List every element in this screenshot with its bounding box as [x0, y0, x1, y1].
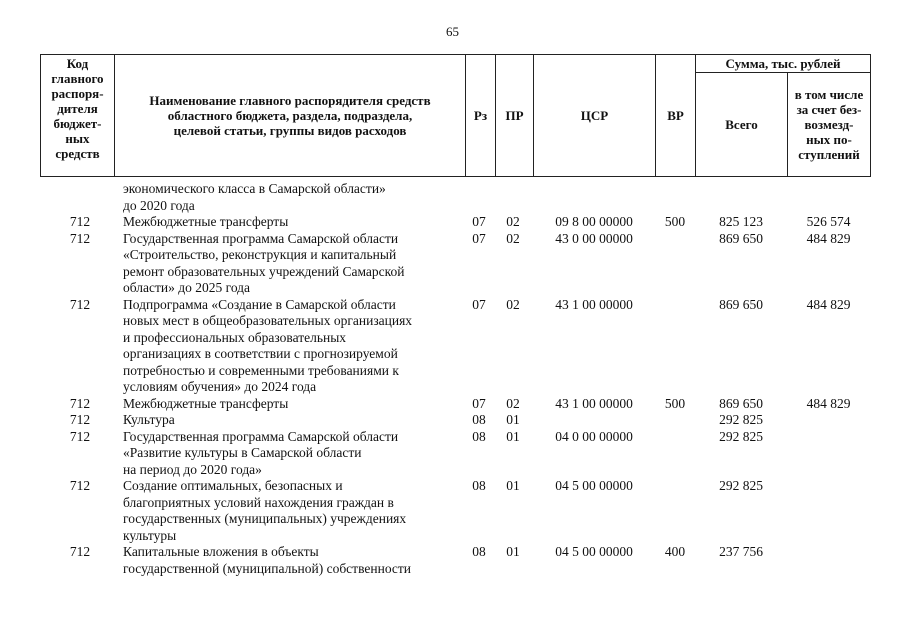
header-free-line: ступлений	[798, 147, 860, 162]
cell-pr: 02	[506, 296, 520, 312]
header-free-line: возмезд-	[804, 117, 854, 132]
header-name-line: областного бюджета, раздела, подраздела,	[167, 108, 413, 123]
cell-name: Создание оптимальных, безопасных и благоприятных условий нахождения граждан в государственных (муниципальных) учреждениях культуры	[123, 478, 407, 543]
table-header	[40, 54, 871, 177]
page-number: 65	[446, 24, 459, 39]
cell-total: 292 825	[719, 478, 763, 493]
cell-total: 825 123	[719, 214, 763, 229]
cell-free: 484 829	[806, 296, 851, 312]
header-free	[788, 73, 871, 177]
cell-free: 484 829	[806, 230, 851, 246]
header-pr: ПР	[496, 55, 534, 177]
cell-csr: 04 5 00 00000	[555, 478, 633, 493]
cell-pr: 02	[506, 214, 520, 229]
header-code-line: средств	[55, 146, 100, 161]
cell-code: 712	[69, 544, 91, 559]
cell-pr: 01	[506, 544, 520, 559]
header-code-line: ных	[65, 131, 90, 146]
header-free-line: ных по-	[806, 132, 852, 147]
table-row	[40, 231, 870, 297]
table-row	[40, 412, 870, 429]
cell-free: 526 574	[806, 214, 851, 229]
cell-rz: 07	[472, 296, 486, 312]
header-free-line: за счет без-	[796, 102, 862, 117]
cell-rz: 07	[472, 214, 486, 229]
cell-code: 712	[69, 428, 91, 444]
cell-vr: 500	[664, 395, 686, 411]
header-free-line: в том числе	[794, 87, 864, 102]
header-code-line: бюджет-	[53, 116, 102, 131]
cell-code: 712	[69, 412, 91, 427]
table-row	[40, 429, 870, 479]
cell-csr: 43 0 00 00000	[555, 230, 633, 246]
cell-pr: 01	[506, 412, 520, 427]
table-row	[40, 544, 870, 577]
cell-pr: 02	[506, 230, 520, 246]
cell-csr: 43 1 00 00000	[555, 296, 633, 312]
cell-name: Государственная программа Самарской области «Строительство, реконструкция и капитальный ремонт образовательных учреждений Самарской области» до 2025 года	[123, 230, 405, 295]
header-code-line: распоря-	[51, 86, 104, 101]
cell-rz: 07	[472, 230, 486, 246]
header-total: Всего	[696, 73, 788, 177]
cell-free: 484 829	[806, 395, 851, 411]
cell-vr: 400	[664, 544, 686, 559]
header-vr: ВР	[656, 55, 696, 177]
cell-code: 712	[69, 395, 91, 411]
table-row	[40, 181, 870, 214]
cell-total: 237 756	[719, 544, 763, 559]
cell-rz: 08	[472, 478, 486, 493]
table-row	[40, 214, 870, 231]
cell-csr: 09 8 00 00000	[555, 214, 633, 229]
cell-name: экономического класса в Самарской области» до 2020 года	[123, 181, 386, 213]
cell-pr: 01	[506, 428, 520, 444]
cell-total: 869 650	[719, 395, 763, 411]
cell-code: 712	[69, 478, 91, 493]
header-code-line: главного	[51, 71, 104, 86]
cell-vr: 500	[664, 214, 686, 229]
cell-code: 712	[69, 214, 91, 229]
header-csr: ЦСР	[534, 55, 656, 177]
header-sum: Сумма, тыс. рублей	[696, 55, 871, 73]
cell-rz: 08	[472, 412, 486, 427]
cell-name: Государственная программа Самарской области «Развитие культуры в Самарской области на период до 2020 года»	[123, 428, 399, 477]
cell-name: Подпрограмма «Создание в Самарской области новых мест в общеобразовательных организациях и профессиональных образовательных организациях в соответствии с прогнозируемой потребностью и современными требованиями к условиям обучения» до 2024 года	[123, 296, 413, 394]
cell-rz: 08	[472, 544, 486, 559]
cell-pr: 02	[506, 395, 520, 411]
cell-code: 712	[69, 230, 91, 246]
cell-csr: 04 5 00 00000	[555, 544, 633, 559]
cell-rz: 07	[472, 395, 486, 411]
cell-pr: 01	[506, 478, 520, 493]
header-name-line: Наименование главного распорядителя средств	[149, 93, 431, 108]
cell-total: 869 650	[719, 230, 763, 246]
header-code	[41, 55, 115, 177]
header-code-line: дителя	[57, 101, 98, 116]
cell-name: Капитальные вложения в объекты государственной (муниципальной) собственности	[123, 544, 412, 576]
cell-name: Межбюджетные трансферты	[123, 214, 289, 229]
cell-name: Межбюджетные трансферты	[123, 395, 289, 411]
cell-csr: 43 1 00 00000	[555, 395, 633, 411]
table-row	[40, 297, 870, 396]
header-name-line: целевой статьи, группы видов расходов	[173, 123, 407, 138]
table-body	[40, 181, 870, 577]
cell-rz: 08	[472, 428, 486, 444]
header-rz: Рз	[466, 55, 496, 177]
header-code-line: Код	[66, 56, 89, 71]
cell-csr: 04 0 00 00000	[555, 428, 633, 444]
cell-total: 869 650	[719, 296, 763, 312]
cell-name: Культура	[123, 412, 175, 427]
table-row	[40, 396, 870, 413]
table-row	[40, 478, 870, 544]
header-name	[115, 55, 466, 177]
cell-total: 292 825	[719, 412, 763, 427]
cell-total: 292 825	[719, 428, 763, 444]
cell-code: 712	[69, 296, 91, 312]
